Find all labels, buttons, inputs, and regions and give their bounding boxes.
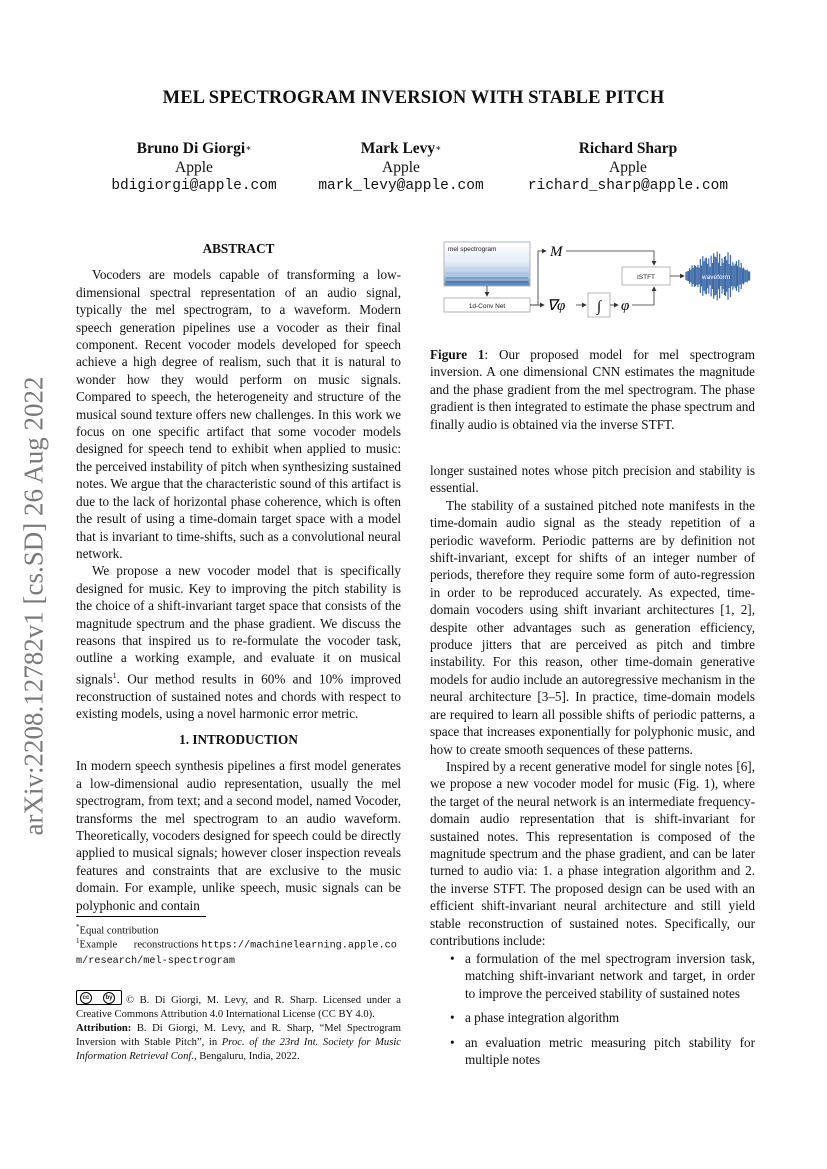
arrow-to-m xyxy=(530,251,546,305)
abstract-paragraph-2 xyxy=(76,562,401,722)
attribution-label: Attribution: xyxy=(76,1023,132,1034)
author-name: Mark Levy xyxy=(360,140,436,157)
conv-net-label: 1d-Conv Net xyxy=(468,303,506,310)
author-mark: ∗ xyxy=(245,143,252,153)
arxiv-stamp xyxy=(8,356,60,856)
author-block-3 xyxy=(498,139,758,196)
abstract-heading: ABSTRACT xyxy=(202,241,275,256)
footnote-2-link[interactable]: https://machinelearning.apple.com/research/mel-spectrogram xyxy=(76,940,397,967)
footnote-2-mark: 1 xyxy=(76,937,80,945)
cc-icon: cc xyxy=(80,992,92,1004)
arrow-m-to-istft xyxy=(566,251,654,265)
abstract-paragraph-1: Vocoders are models capable of transforming a low-dimensional spectral representation of an audio signal, typically the mel spectrogram, to a waveform. Modern speech generation pipelines use a vocoder as their final component. Recent vocoder models developed for speech achieve a high degree of realism, such that it is natural to wonder how they would perform on music signals. Compared to speech, the heterogeneity and structure of the musical sound texture offers new challenges. In this work we focus on one specific artifact that some vocoder models designed for speech tend to exhibit when applied to music: the perceived instability of pitch when synthesizing sustained notes. We argue that the characteristic sound of this artifact is due to the lack of horizontal phase coherence, which is often the result of using a time-domain target space with a model that is invariant to time-shifts, such as a convolutional neural network. xyxy=(76,267,401,561)
author-email: mark_levy@apple.com xyxy=(318,178,484,194)
author-affiliation: Apple xyxy=(609,159,647,176)
figure-1-caption xyxy=(430,346,755,433)
figure-1-diagram xyxy=(432,232,757,332)
list-item: • a phase integration algorithm xyxy=(450,1009,755,1026)
license-text: © B. Di Giorgi, M. Levy, and R. Sharp. Licensed under a Creative Commons Attribution 4.0 International License (CC BY 4.0). xyxy=(76,995,401,1020)
arrow-phi-to-istft xyxy=(632,287,654,305)
author-block-2 xyxy=(271,139,531,196)
author-name: Richard Sharp xyxy=(578,140,678,157)
introduction-paragraph-1: In modern speech synthesis pipelines a first model generates a low-dimensional audio representation, usually the mel spectrogram, from text; and a second model, named Vocoder, transforms the mel spectrogram to an audio waveform. Theoretically, vocoders designed for speech could be directly applied to musical signals; however closer inspection reveals features and constraints that are exclusive to the music domain. For example, unlike speech, music signals can be polyphonic and contain xyxy=(76,758,401,913)
waveform-label: waveform xyxy=(701,274,731,281)
license-block xyxy=(76,990,401,1064)
introduction-heading: 1. INTRODUCTION xyxy=(179,732,298,747)
figure-1 xyxy=(432,232,757,332)
arxiv-stamp-text: arXiv:2208.12782v1 [cs.SD] 26 Aug 2022 xyxy=(18,376,49,836)
attribution-text: B. Di Giorgi, M. Levy, and R. Sharp, “Mel Spectrogram Inversion with Stable Pitch”, in xyxy=(76,1023,402,1048)
istft-label: ISTFT xyxy=(636,274,656,281)
author-email: bdigiorgi@apple.com xyxy=(111,178,277,194)
footnote-2-label: Example reconstructions xyxy=(79,939,199,951)
paper-title: MEL SPECTROGRAM INVERSION WITH STABLE PITCH xyxy=(162,88,665,108)
abstract-paragraph-2b: . Our method results in 60% and 10% improved reconstruction of sustained notes and chords with respect to existing models, using a novel harmonic error metric. xyxy=(76,671,401,721)
footnote-rule xyxy=(76,916,206,917)
list-item: • a formulation of the mel spectrogram inversion task, matching shift-invariant network and target, in order to improve the perceived stability of sustained notes xyxy=(450,950,755,1002)
cc-by-badge xyxy=(76,990,122,1005)
author-affiliation: Apple xyxy=(175,159,213,176)
author-name: Bruno Di Giorgi xyxy=(136,140,246,157)
right-paragraph-2: Inspired by a recent generative model for single notes [6], we propose a new vocoder model for music (Fig. 1), where the target of the neural network is an intermediate frequency-domain audio representation that is shift-invariant for sustained notes. This representation is composed of the magnitude spectrum and the phase gradient, and can be later turned to audio via: 1. a phase integration algorithm and 2. the inverse STFT. The proposed design can be used with an efficient shift-invariant neural architecture and still yield stable reconstruction of sustained notes. Specifically, our contributions include: xyxy=(430,758,755,948)
right-paragraph-0: longer sustained notes whose pitch precision and stability is essential. xyxy=(430,463,755,496)
figure-1-caption-text: : Our proposed model for mel spectrogram inversion. A one dimensional CNN estimates the magnitude and the phase gradient from the mel spectrogram. The phase gradient is then integrated to estimate the phase spectrum and finally audio is obtained via the inverse STFT. xyxy=(430,347,755,432)
abstract-paragraph-2a: We propose a new vocoder model that is specifically designed for music. Key to improving the pitch stability is the choice of a shift-invariant target space that consists of the magnitude spectrum and the phase gradient. We discuss the reasons that inspired us to re-formulate the vocoder task, outline a working example, and evaluate it on musical signals xyxy=(76,563,401,687)
footnote-2 xyxy=(76,934,401,969)
right-paragraph-1: The stability of a sustained pitched note manifests in the time-domain audio signal as the steady repetition of a periodic waveform. Periodic patterns are by definition not shift-invariant, except for shifts of an integer number of periods, therefore they require some form of auto-regression in order to be reproduced accurately. As expected, time-domain vocoders using shift invariant architectures [1, 2], despite other advantages such as generation efficiency, produce jitters that are perceived as pitch and timbre instability. For this reason, other time-domain generative models for audio include an autoregressive mechanism in the neural architecture [3–5]. In practice, time-domain models are required to learn all possible shifts of periodic patterns, a space that increases exponentially for polyphonic music, and how to create smooth sequences of these patterns. xyxy=(430,497,755,757)
figure-1-caption-label: Figure 1 xyxy=(430,347,485,362)
attribution-place: , Bengaluru, India, 2022. xyxy=(194,1051,300,1062)
footnote-1-text: Equal contribution xyxy=(79,925,159,937)
author-mark: ∗ xyxy=(435,143,442,153)
footnote-1-mark: * xyxy=(76,923,80,931)
introduction-section xyxy=(76,731,401,914)
integral-symbol: ∫ xyxy=(596,299,602,315)
attribution-venue: Proc. of the 23rd Int. Society for Music Information Retrieval Conf. xyxy=(76,1037,401,1062)
phase-gradient-symbol: ∇φ xyxy=(547,298,566,314)
by-icon: by xyxy=(103,992,115,1004)
author-email: richard_sharp@apple.com xyxy=(527,178,729,194)
magnitude-symbol: M xyxy=(550,244,563,260)
right-column-text xyxy=(430,462,755,949)
mel-spectrogram-label: mel spectrogram xyxy=(448,246,497,253)
abstract-section xyxy=(76,240,401,722)
list-item: • an evaluation metric measuring pitch stability for multiple notes xyxy=(450,1034,755,1069)
contributions-list xyxy=(450,950,755,1075)
author-affiliation: Apple xyxy=(382,159,420,176)
footnote-ref-1: 1 xyxy=(112,670,117,680)
phase-symbol: φ xyxy=(621,298,630,314)
